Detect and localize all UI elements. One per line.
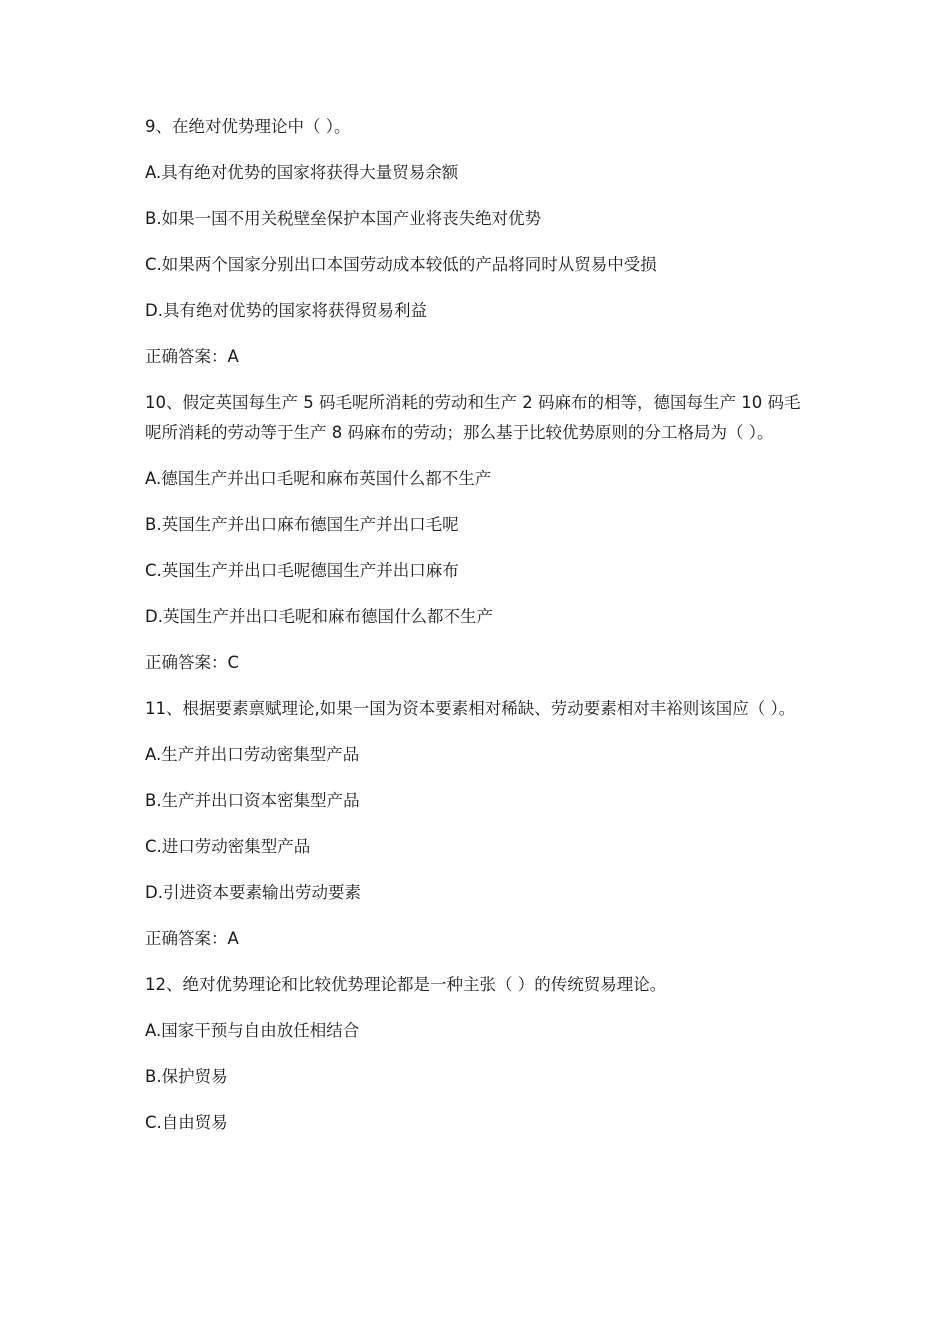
option-item xyxy=(145,740,810,770)
option-item xyxy=(145,464,810,494)
document-page xyxy=(145,112,810,1154)
answer-line xyxy=(145,648,810,678)
answer-line xyxy=(145,924,810,954)
option-item xyxy=(145,204,810,234)
question-10 xyxy=(145,388,810,448)
option-text: B.英国生产并出口麻布德国生产并出口毛呢 xyxy=(145,515,459,534)
option-text: A.国家干预与自由放任相结合 xyxy=(145,1021,360,1040)
option-text: A.生产并出口劳动密集型产品 xyxy=(145,745,360,764)
option-text: D.具有绝对优势的国家将获得贸易利益 xyxy=(145,301,427,320)
question-11 xyxy=(145,694,810,724)
answer-text: 正确答案：A xyxy=(145,929,239,948)
option-item xyxy=(145,1016,810,1046)
answer-text: 正确答案：C xyxy=(145,653,240,672)
option-text: C.自由贸易 xyxy=(145,1113,228,1132)
option-text: A.具有绝对优势的国家将获得大量贸易余额 xyxy=(145,163,459,182)
option-text: B.保护贸易 xyxy=(145,1067,228,1086)
option-item xyxy=(145,556,810,586)
option-text: A.德国生产并出口毛呢和麻布英国什么都不生产 xyxy=(145,469,492,488)
option-item xyxy=(145,510,810,540)
question-stem: 9、在绝对优势理论中（ ）。 xyxy=(145,117,351,136)
question-stem: 11、根据要素禀赋理论,如果一国为资本要素相对稀缺、劳动要素相对丰裕则该国应（ ）。 xyxy=(145,699,796,718)
question-stem: 12、绝对优势理论和比较优势理论都是一种主张（ ）的传统贸易理论。 xyxy=(145,975,667,994)
option-item xyxy=(145,1062,810,1092)
option-text: D.引进资本要素输出劳动要素 xyxy=(145,883,361,902)
option-text: D.英国生产并出口毛呢和麻布德国什么都不生产 xyxy=(145,607,493,626)
question-12 xyxy=(145,970,810,1000)
question-stem: 10、假定英国每生产 5 码毛呢所消耗的劳动和生产 2 码麻布的相等，德国每生产 10 码毛呢所消耗的劳动等于生产 8 码麻布的劳动；那么基于比较优势原则的分工格局为（ ）。 xyxy=(145,393,801,442)
option-text: B.生产并出口资本密集型产品 xyxy=(145,791,360,810)
option-text: C.进口劳动密集型产品 xyxy=(145,837,311,856)
option-item xyxy=(145,832,810,862)
option-item xyxy=(145,158,810,188)
answer-line xyxy=(145,342,810,372)
option-item xyxy=(145,602,810,632)
option-text: B.如果一国不用关税壁垒保护本国产业将丧失绝对优势 xyxy=(145,209,542,228)
option-item xyxy=(145,296,810,326)
option-text: C.如果两个国家分别出口本国劳动成本较低的产品将同时从贸易中受损 xyxy=(145,255,657,274)
option-item xyxy=(145,1108,810,1138)
option-item xyxy=(145,786,810,816)
option-item xyxy=(145,878,810,908)
answer-text: 正确答案：A xyxy=(145,347,239,366)
option-text: C.英国生产并出口毛呢德国生产并出口麻布 xyxy=(145,561,459,580)
option-item xyxy=(145,250,810,280)
question-9 xyxy=(145,112,810,142)
